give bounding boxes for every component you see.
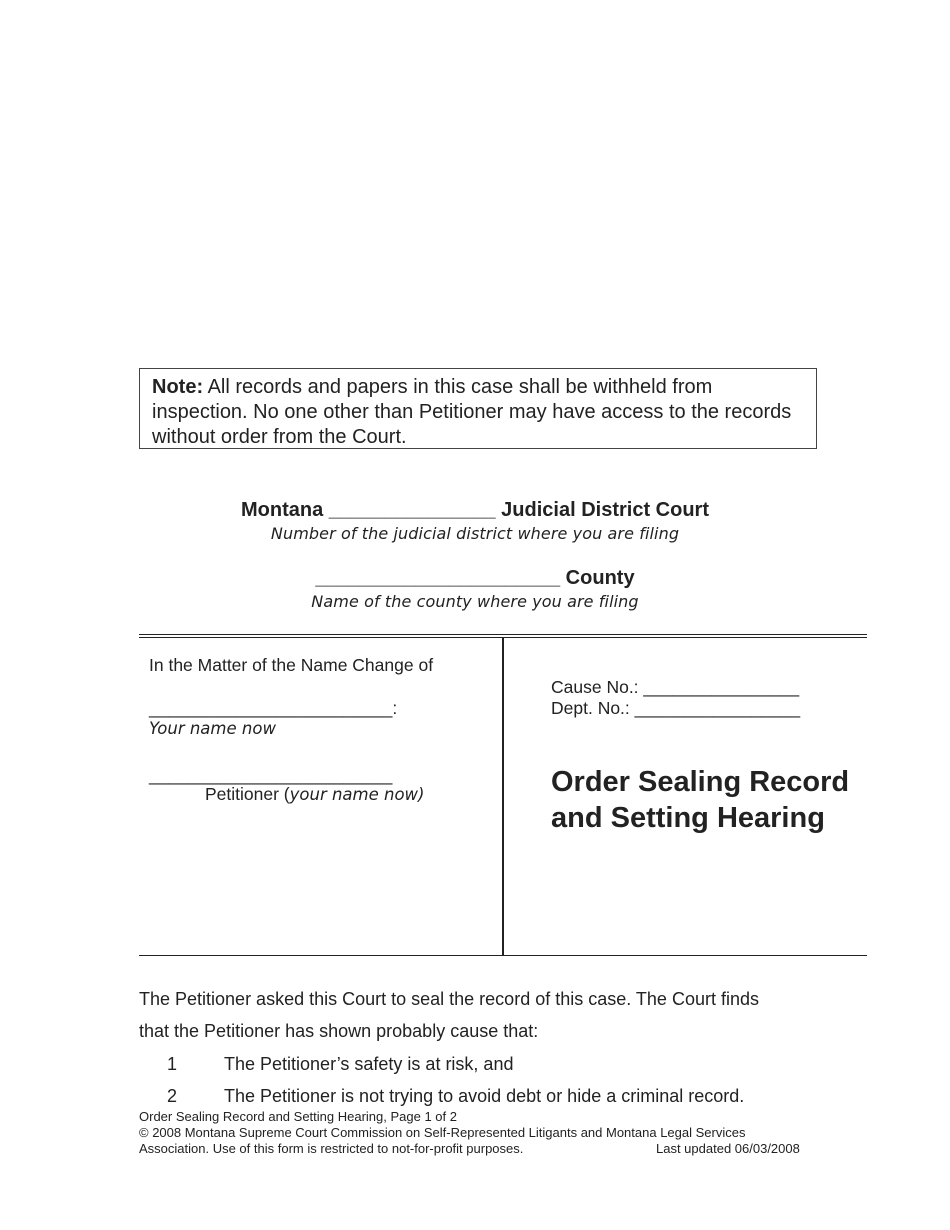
caption-bottom-rule <box>139 955 867 956</box>
caption-divider <box>502 638 504 956</box>
county-line: ______________________ County <box>315 567 635 589</box>
petitioner-blank: _________________________ <box>149 765 393 785</box>
matter-label: In the Matter of the Name Change of <box>149 655 434 675</box>
petitioner-label: Petitioner ( <box>205 784 290 804</box>
cause-number: Cause No.: ________________ <box>551 677 800 697</box>
body-paragraph-line-1: The Petitioner asked this Court to seal the record of this case. The Court finds <box>139 989 759 1009</box>
note-label: Note: <box>152 376 204 398</box>
list-item-text: The Petitioner’s safety is at risk, and <box>224 1054 514 1074</box>
list-item-number: 2 <box>167 1086 178 1106</box>
name-blank: _________________________: <box>149 698 398 718</box>
district-hint: Number of the judicial district where you are filing <box>270 524 680 543</box>
list-item-number: 1 <box>167 1054 178 1074</box>
footer-page-line: Order Sealing Record and Setting Hearing, Page 1 of 2 <box>139 1109 457 1124</box>
list-item-text: The Petitioner is not trying to avoid debt or hide a criminal record. <box>224 1086 745 1106</box>
document-title: Order Sealing Record and Setting Hearing <box>551 766 850 834</box>
name-hint: Your name now <box>149 719 276 738</box>
footer-copyright-line-2: Association. Use of this form is restricted to not-for-profit purposes. <box>139 1141 524 1156</box>
dept-number: Dept. No.: _________________ <box>551 698 801 718</box>
caption-top-rule <box>139 634 867 635</box>
petitioner-label-line <box>205 784 425 805</box>
court-district-line: Montana _______________ Judicial District Court <box>241 499 709 521</box>
county-hint: Name of the county where you are filing <box>311 592 639 611</box>
footer-copyright-line-1: © 2008 Montana Supreme Court Commission on Self-Represented Litigants and Montana Legal Services <box>139 1125 746 1140</box>
petitioner-hint: your name now) <box>289 785 425 804</box>
body-paragraph-line-2: that the Petitioner has shown probably cause that: <box>139 1021 539 1041</box>
sealing-note-box <box>139 368 817 449</box>
note-text: All records and papers in this case shall be withheld from inspection. No one other than Petitioner may have access to the records without order from the Court. <box>152 376 792 448</box>
footer-last-updated: Last updated 06/03/2008 <box>656 1141 800 1156</box>
